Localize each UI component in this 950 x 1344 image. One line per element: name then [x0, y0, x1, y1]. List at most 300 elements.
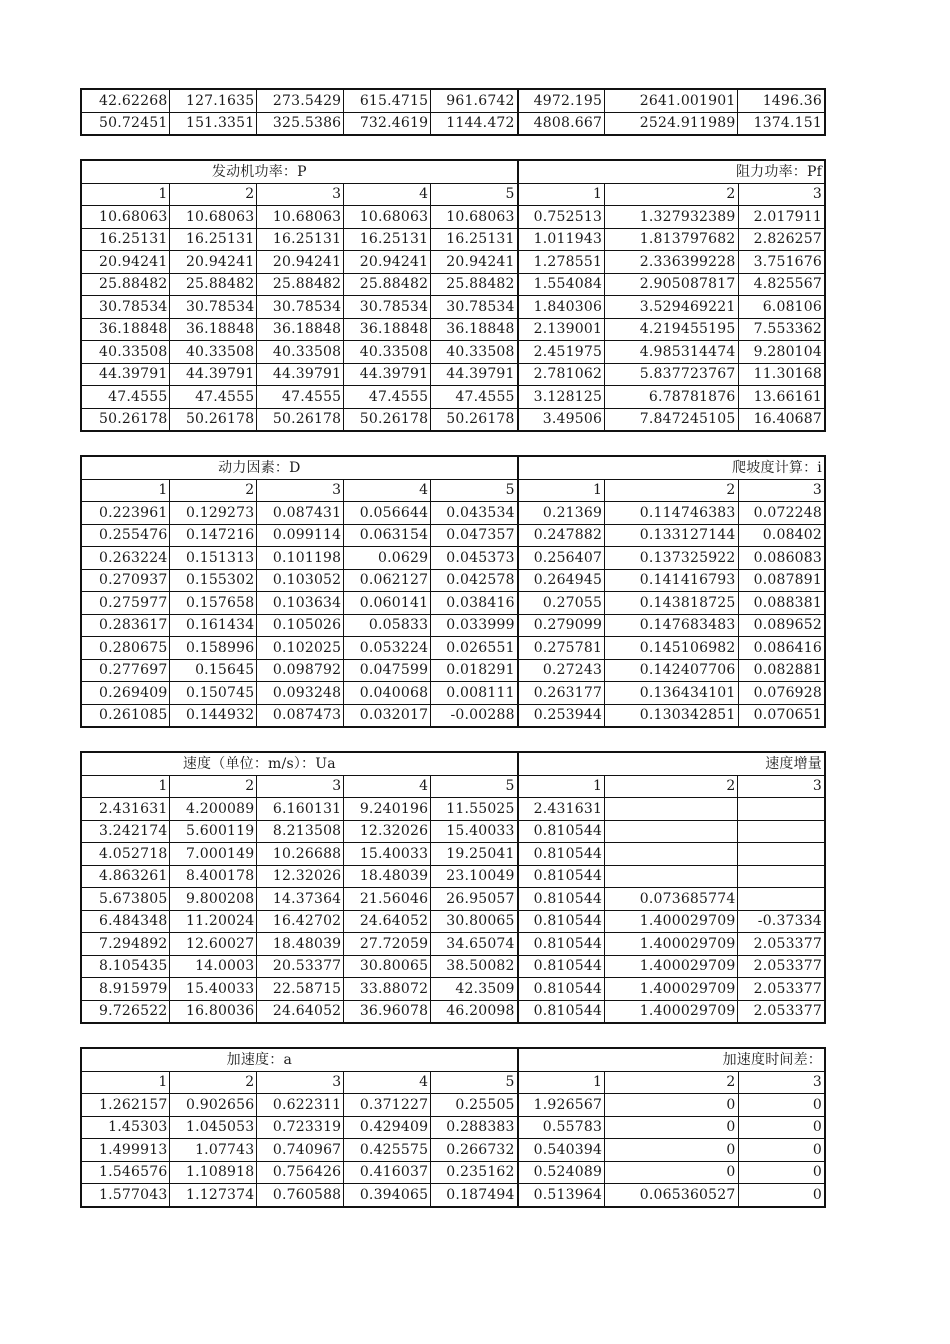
table-cell[interactable]: 0.15645 — [170, 659, 257, 682]
table-cell[interactable]: 0.756426 — [257, 1161, 344, 1184]
table-cell[interactable]: 0 — [738, 1139, 825, 1162]
table-cell[interactable]: 0.045373 — [431, 547, 518, 570]
table-cell[interactable]: -0.00288 — [431, 704, 518, 727]
table-cell[interactable]: 0.130342851 — [605, 704, 738, 727]
table-cell[interactable]: 0.070651 — [738, 704, 825, 727]
table-cell[interactable]: 1.400029709 — [605, 978, 738, 1001]
table-cell[interactable]: 3 — [738, 1071, 825, 1094]
table-cell[interactable]: 10.26688 — [257, 843, 344, 866]
table-cell[interactable]: 25.88482 — [170, 273, 257, 296]
table-cell[interactable]: 0.047357 — [431, 524, 518, 547]
table-cell[interactable]: 0.026551 — [431, 637, 518, 660]
table-cell[interactable]: 961.6742 — [431, 89, 518, 112]
table-cell[interactable]: 0.137325922 — [605, 547, 738, 570]
table-cell[interactable]: 16.40687 — [738, 408, 825, 431]
table-cell[interactable]: 1.813797682 — [605, 228, 738, 251]
table-cell[interactable]: 33.88072 — [344, 978, 431, 1001]
table-cell[interactable]: 36.18848 — [81, 318, 170, 341]
table-cell[interactable]: 0.723319 — [257, 1116, 344, 1139]
table-cell[interactable]: 0.087891 — [738, 569, 825, 592]
table-cell[interactable]: 0.086416 — [738, 637, 825, 660]
table-cell[interactable]: 0.810544 — [518, 910, 605, 933]
table-cell[interactable]: 9.280104 — [738, 341, 825, 364]
table-cell[interactable]: 0.187494 — [431, 1184, 518, 1207]
table-cell[interactable]: 24.64052 — [344, 910, 431, 933]
table-cell[interactable]: 0 — [605, 1161, 738, 1184]
table-cell[interactable]: 2.053377 — [738, 978, 825, 1001]
table-cell[interactable]: 0.065360527 — [605, 1184, 738, 1207]
table-cell[interactable]: 3 — [738, 183, 825, 206]
table-cell[interactable]: 4.052718 — [81, 843, 170, 866]
table-cell[interactable]: 20.94241 — [257, 251, 344, 274]
table-cell[interactable]: 732.4619 — [344, 112, 431, 135]
table-cell[interactable]: 1 — [81, 479, 170, 502]
table-cell[interactable]: 0.136434101 — [605, 682, 738, 705]
table-cell[interactable]: 4 — [344, 1071, 431, 1094]
table-cell[interactable]: 0.099114 — [257, 524, 344, 547]
table-cell[interactable]: 15.40033 — [170, 978, 257, 1001]
table-cell[interactable] — [605, 820, 738, 843]
table-cell[interactable]: 0.425575 — [344, 1139, 431, 1162]
table-cell[interactable]: 24.64052 — [257, 1000, 344, 1023]
table-cell[interactable]: 0.752513 — [518, 206, 605, 229]
table-cell[interactable]: 0.810544 — [518, 820, 605, 843]
table-cell[interactable]: 0.155302 — [170, 569, 257, 592]
table-cell[interactable]: 0.008111 — [431, 682, 518, 705]
table-cell[interactable]: 1.554084 — [518, 273, 605, 296]
table-cell[interactable]: 4972.195 — [518, 89, 605, 112]
table-cell[interactable]: 0.264945 — [518, 569, 605, 592]
table-cell[interactable]: 0.105026 — [257, 614, 344, 637]
table-cell[interactable]: 50.26178 — [170, 408, 257, 431]
table-cell[interactable]: 4 — [344, 775, 431, 798]
table-cell[interactable]: 1.499913 — [81, 1139, 170, 1162]
table-cell[interactable]: 0.060141 — [344, 592, 431, 615]
table-cell[interactable]: 0.263177 — [518, 682, 605, 705]
table-cell[interactable]: 10.68063 — [257, 206, 344, 229]
table-cell[interactable]: 16.42702 — [257, 910, 344, 933]
table-cell[interactable]: 0.151313 — [170, 547, 257, 570]
table-cell[interactable]: 40.33508 — [344, 341, 431, 364]
table-cell[interactable]: 1.011943 — [518, 228, 605, 251]
table-cell[interactable]: 30.78534 — [257, 296, 344, 319]
table-cell[interactable]: 5.673805 — [81, 888, 170, 911]
table-cell[interactable]: 30.78534 — [170, 296, 257, 319]
table-cell[interactable]: 7.553362 — [738, 318, 825, 341]
table-cell[interactable]: 36.18848 — [344, 318, 431, 341]
table-cell[interactable]: 0.255476 — [81, 524, 170, 547]
table-cell[interactable]: 0.263224 — [81, 547, 170, 570]
table-cell[interactable]: 0.076928 — [738, 682, 825, 705]
table-cell[interactable]: 10.68063 — [170, 206, 257, 229]
table-cell[interactable]: 0.072248 — [738, 502, 825, 525]
table-cell[interactable]: 0.098792 — [257, 659, 344, 682]
table-cell[interactable]: 3.242174 — [81, 820, 170, 843]
table-cell[interactable]: 3 — [738, 775, 825, 798]
table-cell[interactable]: 5 — [431, 479, 518, 502]
table-cell[interactable]: 47.4555 — [431, 386, 518, 409]
table-cell[interactable]: 0.102025 — [257, 637, 344, 660]
table-cell[interactable]: 0.223961 — [81, 502, 170, 525]
table-cell[interactable]: 0.810544 — [518, 865, 605, 888]
table-cell[interactable]: 0.042578 — [431, 569, 518, 592]
table-cell[interactable]: 0.540394 — [518, 1139, 605, 1162]
table-cell[interactable]: 50.26178 — [344, 408, 431, 431]
table-cell[interactable]: 2 — [605, 775, 738, 798]
table-cell[interactable]: 0.032017 — [344, 704, 431, 727]
table-cell[interactable]: 11.55025 — [431, 798, 518, 821]
table-cell[interactable]: 20.94241 — [431, 251, 518, 274]
table-cell[interactable]: 14.37364 — [257, 888, 344, 911]
table-cell[interactable]: 1 — [518, 1071, 605, 1094]
table-cell[interactable]: 0.047599 — [344, 659, 431, 682]
table-cell[interactable]: 5.600119 — [170, 820, 257, 843]
table-cell[interactable] — [738, 843, 825, 866]
table-cell[interactable]: 44.39791 — [344, 363, 431, 386]
table-cell[interactable]: 8.400178 — [170, 865, 257, 888]
table-cell[interactable]: 0.088381 — [738, 592, 825, 615]
table-cell[interactable]: 16.25131 — [81, 228, 170, 251]
table-cell[interactable]: 0.089652 — [738, 614, 825, 637]
table-cell[interactable]: 1 — [81, 775, 170, 798]
table-cell[interactable]: 30.78534 — [81, 296, 170, 319]
table-cell[interactable]: 44.39791 — [81, 363, 170, 386]
table-cell[interactable]: 2.017911 — [738, 206, 825, 229]
table-cell[interactable]: 0.147216 — [170, 524, 257, 547]
table-cell[interactable]: 2641.001901 — [605, 89, 738, 112]
table-cell[interactable]: 30.78534 — [431, 296, 518, 319]
table-cell[interactable]: 4.200089 — [170, 798, 257, 821]
table-cell[interactable]: 0 — [738, 1094, 825, 1117]
table-cell[interactable]: 1.400029709 — [605, 1000, 738, 1023]
table-cell[interactable]: 0.103634 — [257, 592, 344, 615]
table-cell[interactable]: 0.371227 — [344, 1094, 431, 1117]
table-cell[interactable]: 36.18848 — [170, 318, 257, 341]
table-cell[interactable]: 7.000149 — [170, 843, 257, 866]
table-cell[interactable]: 0.810544 — [518, 888, 605, 911]
table-cell[interactable]: 14.0003 — [170, 955, 257, 978]
table-cell[interactable]: 5 — [431, 183, 518, 206]
table-cell[interactable]: 0.087431 — [257, 502, 344, 525]
table-cell[interactable]: 0.053224 — [344, 637, 431, 660]
table-cell[interactable]: 0.043534 — [431, 502, 518, 525]
table-cell[interactable]: 25.88482 — [431, 273, 518, 296]
table-cell[interactable]: 0.063154 — [344, 524, 431, 547]
table-cell[interactable]: 2 — [170, 479, 257, 502]
table-cell[interactable]: 38.50082 — [431, 955, 518, 978]
table-cell[interactable]: 1.546576 — [81, 1161, 170, 1184]
table-cell[interactable]: 2.451975 — [518, 341, 605, 364]
table-cell[interactable]: 10.68063 — [344, 206, 431, 229]
table-cell[interactable]: 20.94241 — [81, 251, 170, 274]
table-cell[interactable]: 40.33508 — [170, 341, 257, 364]
table-cell[interactable]: 19.25041 — [431, 843, 518, 866]
table-cell[interactable]: 0.018291 — [431, 659, 518, 682]
table-cell[interactable]: 10.68063 — [81, 206, 170, 229]
table-cell[interactable]: 615.4715 — [344, 89, 431, 112]
table-cell[interactable]: 0.622311 — [257, 1094, 344, 1117]
table-cell[interactable]: 0.27055 — [518, 592, 605, 615]
table-cell[interactable]: 6.78781876 — [605, 386, 738, 409]
table-cell[interactable]: 0.25505 — [431, 1094, 518, 1117]
table-cell[interactable]: 0.279099 — [518, 614, 605, 637]
table-cell[interactable]: 46.20098 — [431, 1000, 518, 1023]
table-cell[interactable]: 0.158996 — [170, 637, 257, 660]
table-cell[interactable]: 0.040068 — [344, 682, 431, 705]
table-cell[interactable]: 0.288383 — [431, 1116, 518, 1139]
table-cell[interactable] — [605, 843, 738, 866]
table-cell[interactable]: 2.905087817 — [605, 273, 738, 296]
table-cell[interactable]: 50.72451 — [81, 112, 170, 135]
table-cell[interactable]: 15.40033 — [431, 820, 518, 843]
table-cell[interactable]: 0.280675 — [81, 637, 170, 660]
table-cell[interactable]: 0.394065 — [344, 1184, 431, 1207]
table-cell[interactable]: 1 — [518, 775, 605, 798]
table-cell[interactable]: 0.082881 — [738, 659, 825, 682]
table-cell[interactable]: 4 — [344, 183, 431, 206]
table-cell[interactable]: 18.48039 — [257, 933, 344, 956]
table-cell[interactable]: 0.033999 — [431, 614, 518, 637]
table-cell[interactable]: 0.05833 — [344, 614, 431, 637]
table-cell[interactable]: 2.431631 — [518, 798, 605, 821]
table-cell[interactable]: 0.114746383 — [605, 502, 738, 525]
table-cell[interactable]: 26.95057 — [431, 888, 518, 911]
table-cell[interactable]: 22.58715 — [257, 978, 344, 1001]
table-cell[interactable]: 0.143818725 — [605, 592, 738, 615]
table-cell[interactable]: 4.863261 — [81, 865, 170, 888]
table-cell[interactable]: 1144.472 — [431, 112, 518, 135]
table-cell[interactable]: 1.45303 — [81, 1116, 170, 1139]
table-cell[interactable]: 1.278551 — [518, 251, 605, 274]
table-cell[interactable]: 12.60027 — [170, 933, 257, 956]
table-cell[interactable]: 0.08402 — [738, 524, 825, 547]
table-cell[interactable]: 0.269409 — [81, 682, 170, 705]
table-cell[interactable]: 3 — [738, 479, 825, 502]
table-cell[interactable]: 1.926567 — [518, 1094, 605, 1117]
table-cell[interactable]: 6.484348 — [81, 910, 170, 933]
table-cell[interactable]: 1 — [518, 183, 605, 206]
table-cell[interactable]: 0.247882 — [518, 524, 605, 547]
table-cell[interactable]: 0 — [605, 1139, 738, 1162]
table-cell[interactable]: 3.128125 — [518, 386, 605, 409]
table-cell[interactable]: 3 — [257, 479, 344, 502]
table-cell[interactable]: 3 — [257, 183, 344, 206]
table-cell[interactable]: 42.3509 — [431, 978, 518, 1001]
table-cell[interactable]: 1.327932389 — [605, 206, 738, 229]
table-cell[interactable]: 0.261085 — [81, 704, 170, 727]
table-cell[interactable]: 0.144932 — [170, 704, 257, 727]
table-cell[interactable]: 0.103052 — [257, 569, 344, 592]
table-cell[interactable]: 0.157658 — [170, 592, 257, 615]
table-cell[interactable]: 4.219455195 — [605, 318, 738, 341]
table-cell[interactable]: 9.726522 — [81, 1000, 170, 1023]
table-cell[interactable]: 4.825567 — [738, 273, 825, 296]
table-cell[interactable]: 1.400029709 — [605, 933, 738, 956]
table-cell[interactable]: 2 — [170, 775, 257, 798]
table-cell[interactable] — [738, 798, 825, 821]
table-cell[interactable]: 50.26178 — [257, 408, 344, 431]
table-cell[interactable]: 2 — [605, 1071, 738, 1094]
table-cell[interactable]: 1.262157 — [81, 1094, 170, 1117]
table-cell[interactable]: 20.94241 — [170, 251, 257, 274]
table-cell[interactable]: 47.4555 — [257, 386, 344, 409]
table-cell[interactable]: 273.5429 — [257, 89, 344, 112]
table-cell[interactable]: 0 — [738, 1116, 825, 1139]
table-cell[interactable]: 27.72059 — [344, 933, 431, 956]
table-cell[interactable]: 36.96078 — [344, 1000, 431, 1023]
table-cell[interactable]: 16.25131 — [257, 228, 344, 251]
table-cell[interactable]: 36.18848 — [257, 318, 344, 341]
table-cell[interactable]: 21.56046 — [344, 888, 431, 911]
table-cell[interactable]: 1.07743 — [170, 1139, 257, 1162]
table-cell[interactable]: 4 — [344, 479, 431, 502]
table-cell[interactable]: 0.266732 — [431, 1139, 518, 1162]
table-cell[interactable]: 1 — [81, 1071, 170, 1094]
table-cell[interactable]: 1.840306 — [518, 296, 605, 319]
table-cell[interactable]: 1.045053 — [170, 1116, 257, 1139]
table-cell[interactable]: 3.751676 — [738, 251, 825, 274]
table-cell[interactable]: 0.283617 — [81, 614, 170, 637]
table-cell[interactable]: 151.3351 — [170, 112, 257, 135]
table-cell[interactable]: 47.4555 — [170, 386, 257, 409]
table-cell[interactable]: 15.40033 — [344, 843, 431, 866]
table-cell[interactable]: 2.053377 — [738, 955, 825, 978]
table-cell[interactable]: 0.056644 — [344, 502, 431, 525]
table-cell[interactable]: 0.416037 — [344, 1161, 431, 1184]
table-cell[interactable]: 25.88482 — [257, 273, 344, 296]
table-cell[interactable]: 47.4555 — [344, 386, 431, 409]
table-cell[interactable]: 0.810544 — [518, 955, 605, 978]
table-cell[interactable]: 25.88482 — [344, 273, 431, 296]
table-cell[interactable]: 0.038416 — [431, 592, 518, 615]
table-cell[interactable]: 1 — [81, 183, 170, 206]
table-cell[interactable]: 30.80065 — [431, 910, 518, 933]
table-cell[interactable]: 7.294892 — [81, 933, 170, 956]
table-cell[interactable]: 0 — [738, 1184, 825, 1207]
table-cell[interactable]: 12.32026 — [344, 820, 431, 843]
table-cell[interactable]: 40.33508 — [81, 341, 170, 364]
table-cell[interactable]: 16.25131 — [431, 228, 518, 251]
table-cell[interactable]: 16.25131 — [344, 228, 431, 251]
table-cell[interactable]: 11.30168 — [738, 363, 825, 386]
table-cell[interactable]: 20.53377 — [257, 955, 344, 978]
table-cell[interactable]: 0.145106982 — [605, 637, 738, 660]
table-cell[interactable]: 40.33508 — [431, 341, 518, 364]
table-cell[interactable]: 0.810544 — [518, 933, 605, 956]
table-cell[interactable]: 16.80036 — [170, 1000, 257, 1023]
table-cell[interactable]: 16.25131 — [170, 228, 257, 251]
table-cell[interactable]: 2 — [170, 183, 257, 206]
table-cell[interactable]: 47.4555 — [81, 386, 170, 409]
table-cell[interactable]: 18.48039 — [344, 865, 431, 888]
table-cell[interactable]: 5 — [431, 775, 518, 798]
table-cell[interactable]: 2.053377 — [738, 933, 825, 956]
table-cell[interactable]: 1 — [518, 479, 605, 502]
table-cell[interactable]: 3.49506 — [518, 408, 605, 431]
table-cell[interactable]: 2.053377 — [738, 1000, 825, 1023]
table-cell[interactable]: 2 — [170, 1071, 257, 1094]
table-cell[interactable] — [738, 888, 825, 911]
table-cell[interactable]: 0.810544 — [518, 843, 605, 866]
table-cell[interactable]: 2.336399228 — [605, 251, 738, 274]
table-cell[interactable]: 0 — [605, 1116, 738, 1139]
table-cell[interactable]: -0.37334 — [738, 910, 825, 933]
table-cell[interactable]: 6.08106 — [738, 296, 825, 319]
table-cell[interactable]: 0.513964 — [518, 1184, 605, 1207]
table-cell[interactable]: 44.39791 — [170, 363, 257, 386]
table-cell[interactable]: 9.240196 — [344, 798, 431, 821]
table-cell[interactable]: 1.127374 — [170, 1184, 257, 1207]
table-cell[interactable]: 0.141416793 — [605, 569, 738, 592]
table-cell[interactable]: 2.139001 — [518, 318, 605, 341]
table-cell[interactable]: 2.781062 — [518, 363, 605, 386]
table-cell[interactable]: 30.78534 — [344, 296, 431, 319]
table-cell[interactable]: 0.740967 — [257, 1139, 344, 1162]
table-cell[interactable]: 10.68063 — [431, 206, 518, 229]
table-cell[interactable]: 0.275977 — [81, 592, 170, 615]
table-cell[interactable]: 1374.151 — [738, 112, 825, 135]
table-cell[interactable]: 0.27243 — [518, 659, 605, 682]
table-cell[interactable]: 0.21369 — [518, 502, 605, 525]
table-cell[interactable]: 2524.911989 — [605, 112, 738, 135]
table-cell[interactable]: 1.108918 — [170, 1161, 257, 1184]
table-cell[interactable]: 40.33508 — [257, 341, 344, 364]
table-cell[interactable]: 0.253944 — [518, 704, 605, 727]
table-cell[interactable]: 8.213508 — [257, 820, 344, 843]
table-cell[interactable]: 2 — [605, 479, 738, 502]
table-cell[interactable]: 3 — [257, 1071, 344, 1094]
table-cell[interactable]: 4.985314474 — [605, 341, 738, 364]
table-cell[interactable]: 0.086083 — [738, 547, 825, 570]
table-cell[interactable]: 36.18848 — [431, 318, 518, 341]
table-cell[interactable]: 127.1635 — [170, 89, 257, 112]
table-cell[interactable]: 0.524089 — [518, 1161, 605, 1184]
table-cell[interactable]: 0.087473 — [257, 704, 344, 727]
table-cell[interactable]: 0.150745 — [170, 682, 257, 705]
table-cell[interactable]: 0.902656 — [170, 1094, 257, 1117]
table-cell[interactable]: 5 — [431, 1071, 518, 1094]
table-cell[interactable]: 8.105435 — [81, 955, 170, 978]
table-cell[interactable]: 1496.36 — [738, 89, 825, 112]
table-cell[interactable]: 0.270937 — [81, 569, 170, 592]
table-cell[interactable]: 8.915979 — [81, 978, 170, 1001]
table-cell[interactable]: 23.10049 — [431, 865, 518, 888]
table-cell[interactable]: 3 — [257, 775, 344, 798]
table-cell[interactable]: 42.62268 — [81, 89, 170, 112]
table-cell[interactable]: 0.256407 — [518, 547, 605, 570]
table-cell[interactable]: 1.577043 — [81, 1184, 170, 1207]
table-cell[interactable]: 13.66161 — [738, 386, 825, 409]
table-cell[interactable]: 50.26178 — [81, 408, 170, 431]
table-cell[interactable]: 1.400029709 — [605, 910, 738, 933]
table-cell[interactable]: 20.94241 — [344, 251, 431, 274]
table-cell[interactable]: 0 — [605, 1094, 738, 1117]
table-cell[interactable]: 0.235162 — [431, 1161, 518, 1184]
table-cell[interactable]: 11.20024 — [170, 910, 257, 933]
table-cell[interactable]: 0.062127 — [344, 569, 431, 592]
table-cell[interactable] — [605, 798, 738, 821]
table-cell[interactable]: 50.26178 — [431, 408, 518, 431]
table-cell[interactable] — [605, 865, 738, 888]
table-cell[interactable]: 0.133127144 — [605, 524, 738, 547]
table-cell[interactable]: 44.39791 — [257, 363, 344, 386]
table-cell[interactable]: 30.80065 — [344, 955, 431, 978]
table-cell[interactable] — [738, 865, 825, 888]
table-cell[interactable]: 7.847245105 — [605, 408, 738, 431]
table-cell[interactable]: 0.142407706 — [605, 659, 738, 682]
table-cell[interactable]: 0.0629 — [344, 547, 431, 570]
table-cell[interactable]: 1.400029709 — [605, 955, 738, 978]
